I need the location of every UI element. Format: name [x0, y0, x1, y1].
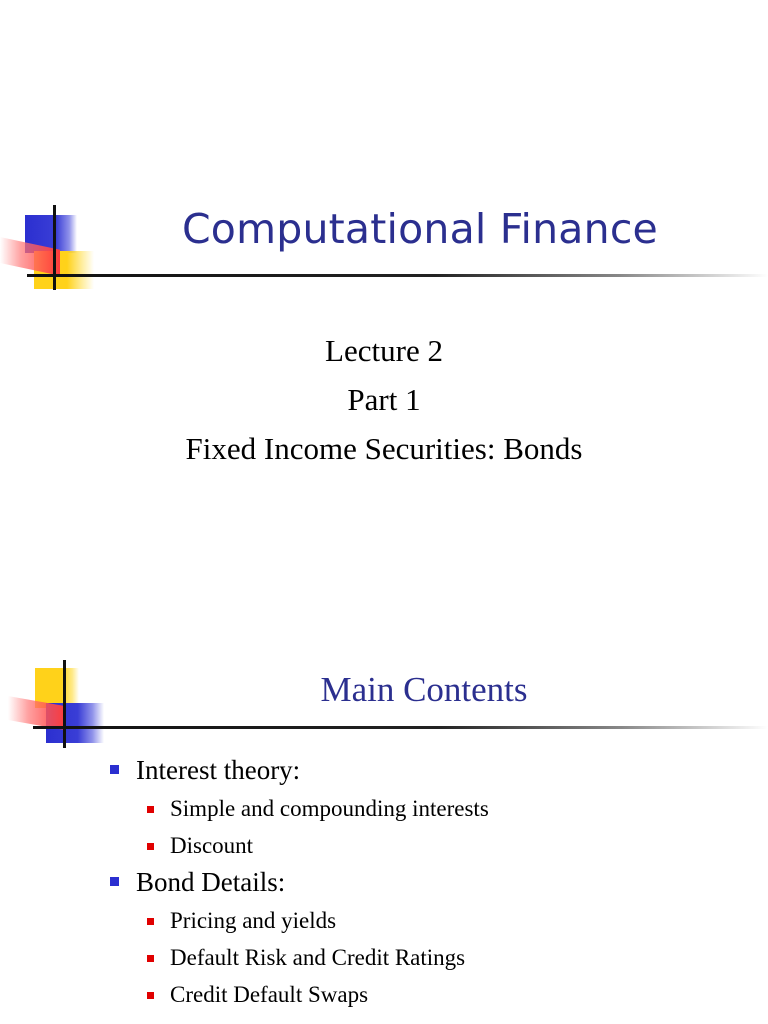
list-item-label: Simple and compounding interests: [170, 796, 489, 821]
list-item-label: Discount: [170, 833, 254, 858]
list-item: [108, 752, 748, 788]
subtitle-lecture: Lecture 2: [325, 333, 443, 368]
square-bullet-icon: [147, 992, 154, 999]
list-item: [108, 976, 748, 1013]
vertical-line: [53, 205, 56, 290]
square-bullet-icon: [110, 765, 119, 774]
square-bullet-icon: [110, 877, 119, 886]
contents-list: [108, 752, 748, 1013]
slide-title: Main Contents: [320, 670, 528, 709]
square-bullet-icon: [147, 955, 154, 962]
slide-title: Computational Finance: [181, 205, 658, 253]
title-underline: [27, 274, 768, 277]
subtitle-part: Part 1: [347, 382, 421, 417]
square-bullet-icon: [147, 806, 154, 813]
list-item-label: Interest theory:: [136, 755, 301, 785]
list-item: [108, 790, 748, 827]
list-item-label: Credit Default Swaps: [170, 982, 369, 1007]
vertical-line: [63, 660, 66, 748]
list-item-label: Pricing and yields: [170, 908, 337, 933]
square-bullet-icon: [147, 918, 154, 925]
square-bullet-icon: [147, 843, 154, 850]
subtitle-topic: Fixed Income Securities: Bonds: [185, 431, 583, 466]
list-item: [108, 827, 748, 864]
list-item: [108, 939, 748, 976]
slide-logo-decoration: [8, 660, 108, 750]
list-item: [108, 864, 748, 900]
list-item: [108, 902, 748, 939]
title-underline: [33, 726, 768, 729]
list-item-label: Bond Details:: [136, 867, 286, 897]
slide-logo-decoration: [0, 205, 100, 295]
list-item-label: Default Risk and Credit Ratings: [170, 945, 466, 970]
